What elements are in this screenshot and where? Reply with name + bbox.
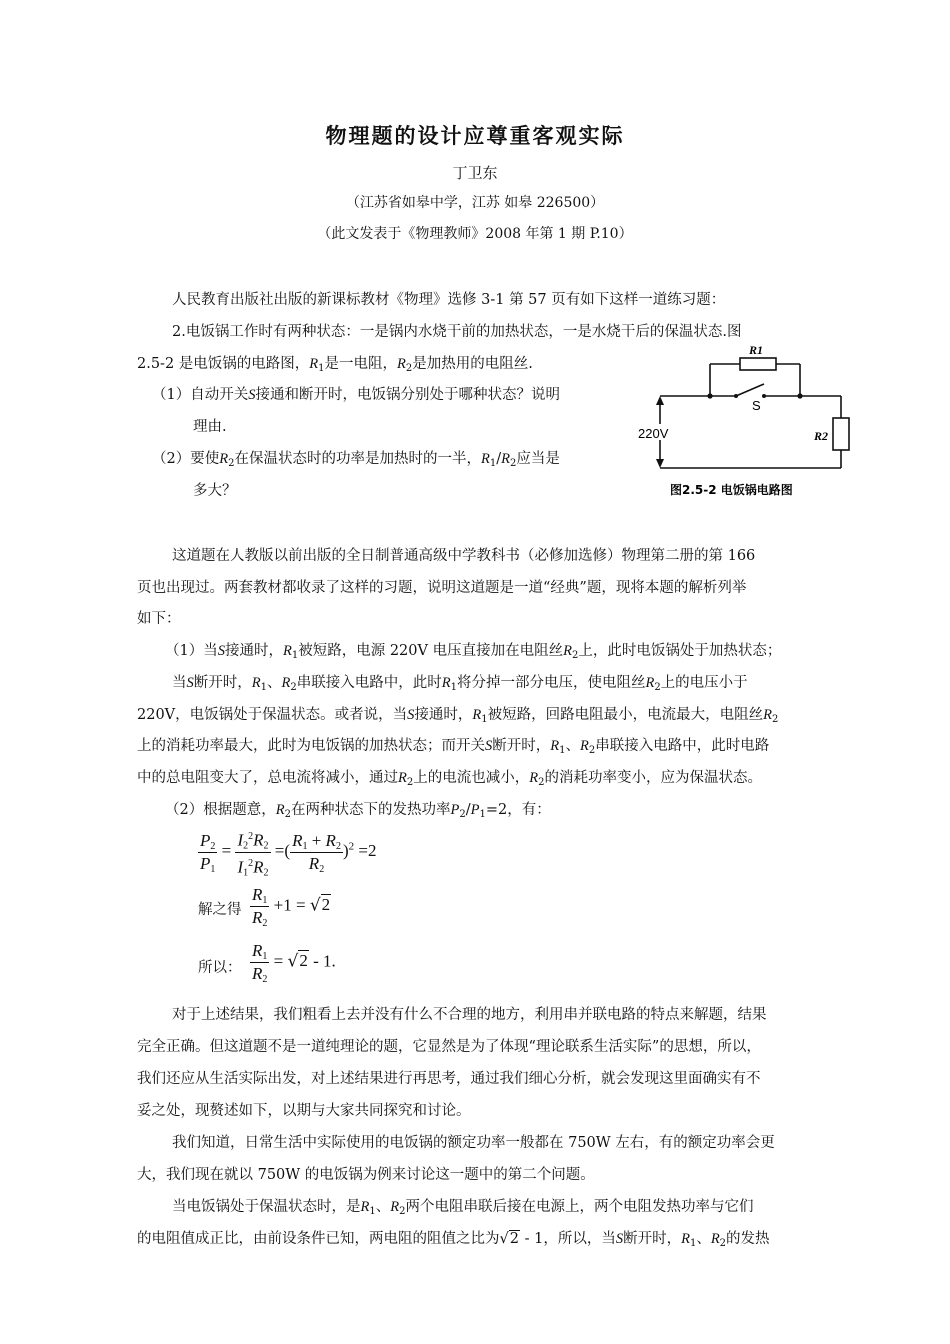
figure-caption: 图2.5-2 电饭锅电路图 (670, 483, 793, 497)
answer-1-l1: （1）当S接通时，$R_1$被短路，电源 220V 电压直接加在电阻丝$R_2$上，此时电饭锅处于加热状态； (165, 643, 782, 661)
body-p1-l1: 这道题在人教版以前出版的全日制普通高级中学教科书（必修加选修）物理第二册的第 166 (172, 548, 756, 564)
page-title: 物理题的设计应尊重客观实际 (325, 123, 625, 148)
junction-left (707, 393, 712, 398)
body-p5-l1: 当电饭锅处于保温状态时，是$R_1$、$R_2$两个电阻串联后接在电源上，两个电阻发热功率与它们 (172, 1199, 754, 1217)
body-p4-l1: 我们知道，日常生活中实际使用的电饭锅的额定功率一般都在 750W 左右，有的额定功率会更 (172, 1135, 775, 1151)
equation-solution: $\frac{R_1}{R_2}$ +1 = √2 (252, 885, 331, 929)
circuit-diagram (636, 342, 856, 502)
question-2: （2）要使$R_2$在保温状态时的功率是加热时的一半，$R_1/R_2$应当是 (152, 451, 560, 469)
body-p3-l3: 我们还应从生活实际出发，对上述结果进行再思考，通过我们细心分析，就会发现这里面确实有不 (137, 1071, 761, 1087)
problem-line-1: 2.电饭锅工作时有两种状态：一是锅内水烧干前的加热状态，一是水烧干后的保温状态.图 (172, 324, 742, 340)
switch-contact-left (734, 394, 738, 398)
r2-label: R2 (814, 429, 829, 443)
body-p3-l1: 对于上述结果，我们粗看上去并没有什么不合理的地方，利用串并联电路的特点来解题，结果 (172, 1007, 767, 1023)
affiliation: （江苏省如皋中学，江苏 如皋 226500） (345, 195, 605, 211)
r1-label: R1 (749, 343, 764, 357)
r2-resistor (833, 418, 849, 450)
switch-contact-right (762, 394, 766, 398)
solve-label: 解之得 (198, 902, 242, 918)
author: 丁卫东 (452, 164, 498, 182)
body-p3-l4: 妥之处，现赘述如下，以期与大家共同探究和讨论。 (137, 1103, 471, 1119)
arrow-down-icon (656, 459, 664, 468)
answer-1-l4: 上的消耗功率最大，此时为电饭锅的加热状态；而开关S断开时，$R_1$、$R_2$串联接入电路中，此时电路 (137, 738, 770, 756)
publication-info: （此文发表于《物理教师》2008 年第 1 期 P.10） (317, 226, 633, 242)
answer-1-l5: 中的总电阻变大了，总电流将减小，通过$R_2$上的电流也减小，$R_2$的消耗功率变小，应为保温状态。 (137, 770, 762, 788)
problem-line-2: 2.5-2 是电饭锅的电路图，$R_1$是一电阻，$R_2$是加热用的电阻丝. (137, 356, 533, 374)
answer-1-l3: 220V，电饭锅处于保温状态。或者说，当S接通时，$R_1$被短路，回路电阻最小，电流最大，电阻丝$R_2$ (137, 707, 779, 725)
body-p4-l2: 大，我们现在就以 750W 的电饭锅为例来讨论这一题中的第二个问题。 (137, 1167, 595, 1183)
so-label: 所以： (198, 960, 242, 976)
voltage-label: 220V (638, 426, 669, 441)
answer-2-l1: （2）根据题意，$R_2$在两种状态下的发热功率$P_2/P_1=2$，有： (165, 802, 551, 820)
switch-label: S (752, 398, 761, 413)
equation-power-ratio: $\frac{P_2}{P_1}$ = $\frac{I_2^2R_2}{I_1^2R_2}$ =( $\frac{R_1 + R_2}{R_2}$ )$^2$ =2 (198, 826, 376, 878)
question-1: （1）自动开关S接通和断开时，电饭锅分别处于哪种状态？说明 (152, 387, 560, 403)
intro-paragraph: 人民教育出版社出版的新课标教材《物理》选修 3-1 第 57 页有如下这样一道练习题： (172, 292, 726, 308)
r1-resistor (740, 358, 776, 370)
body-p1-l3: 如下： (137, 611, 181, 627)
body-p5-l2: 的电阻值成正比，由前设条件已知，两电阻的阻值之比为√2 - 1，所以，当S断开时，$R_1$、$R_2$的发热 (137, 1231, 770, 1249)
equation-result: $\frac{R_1}{R_2}$ = √2 - 1. (252, 941, 336, 985)
arrow-up-icon (656, 396, 664, 405)
junction-right (797, 393, 802, 398)
question-2-cont: 多大？ (193, 483, 237, 499)
body-p3-l2: 完全正确。但这道题不是一道纯理论的题，它显然是为了体现“理论联系生活实际”的思想，所以， (137, 1039, 761, 1055)
question-1-cont: 理由. (193, 419, 227, 435)
answer-1-l2: 当S断开时，$R_1$、$R_2$串联接入电路中，此时$R_1$将分掉一部分电压，使电阻丝$R_2$上的电压小于 (172, 675, 748, 693)
body-p1-l2: 页也出现过。两套教材都收录了这样的习题，说明这道题是一道“经典”题，现将本题的解析列举 (137, 580, 747, 596)
